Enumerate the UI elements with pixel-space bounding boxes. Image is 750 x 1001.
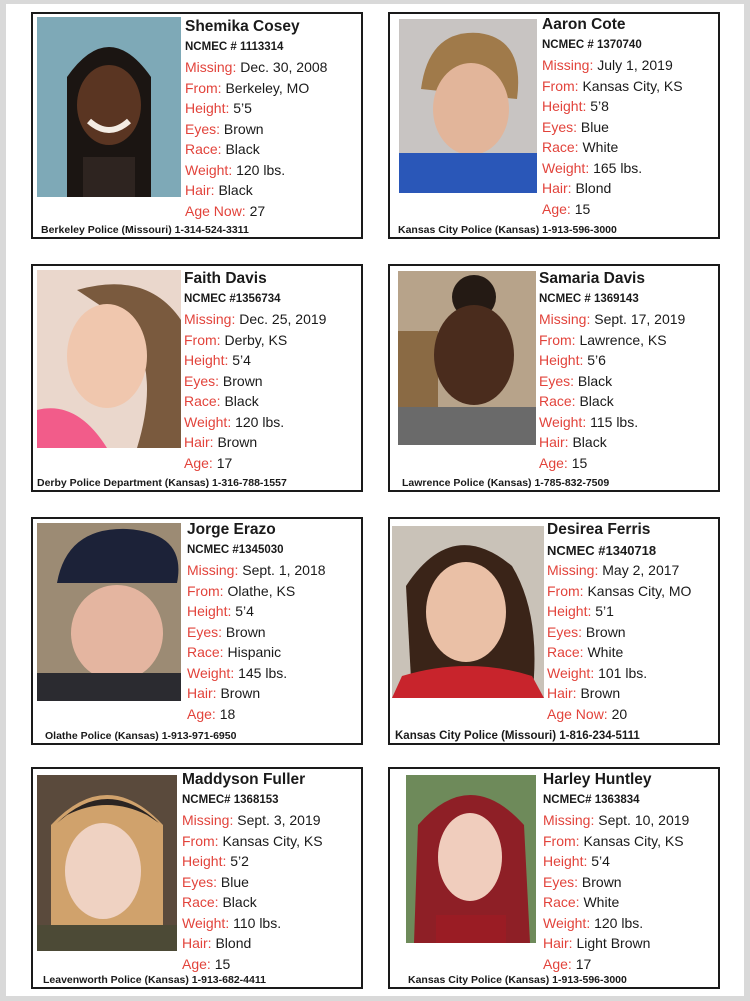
age-row: Age: 15 [539, 454, 588, 471]
race-row: Race: Black [184, 393, 259, 409]
person-photo [37, 17, 181, 197]
person-name: Jorge Erazo [187, 521, 276, 538]
race-row: Race: White [543, 894, 620, 910]
age-row: Age Now: 20 [547, 705, 628, 722]
age-row: Age Now: 27 [185, 202, 266, 219]
age-row: Age: 17 [543, 955, 592, 972]
person-photo [37, 523, 181, 701]
age-row: Age: 15 [182, 955, 231, 972]
age-row: Age: 15 [542, 200, 591, 217]
age-row: Age: 18 [187, 705, 236, 722]
person-name: Faith Davis [184, 270, 267, 287]
missing-row: Missing: Sept. 10, 2019 [543, 812, 690, 828]
race-row: Race: Black [185, 141, 260, 157]
missing-row: Missing: Dec. 25, 2019 [184, 311, 327, 327]
police-contact: Lawrence Police (Kansas) 1-785-832-7509 [402, 477, 610, 489]
poster-sheet [6, 4, 744, 996]
from-row: From: Lawrence, KS [539, 331, 667, 348]
height-row: Height: 5’4 [543, 853, 610, 869]
from-row: From: Berkeley, MO [185, 79, 310, 96]
missing-row: Missing: July 1, 2019 [542, 57, 673, 73]
eyes-row: Eyes: Brown [185, 120, 264, 137]
race-row: Race: Black [539, 393, 614, 409]
eyes-row: Eyes: Brown [184, 372, 263, 389]
eyes-row: Eyes: Brown [187, 623, 266, 640]
person-photo [398, 271, 536, 445]
person-photo [37, 775, 177, 951]
ncmec-number: NCMEC #1356734 [184, 293, 281, 305]
height-row: Height: 5’1 [547, 603, 614, 619]
police-contact: Derby Police Department (Kansas) 1-316-788-1557 [37, 477, 287, 489]
hair-row: Hair: Brown [187, 685, 261, 701]
hair-row: Hair: Blond [182, 935, 252, 951]
hair-row: Hair: Black [185, 182, 253, 198]
ncmec-number: NCMEC# 1368153 [182, 794, 279, 806]
missing-person-card [388, 12, 720, 239]
ncmec-number: NCMEC # 1370740 [542, 39, 642, 51]
race-row: Race: Black [182, 894, 257, 910]
ncmec-number: NCMEC #1340718 [547, 543, 657, 558]
eyes-row: Eyes: Brown [543, 873, 622, 890]
hair-row: Hair: Brown [184, 434, 258, 450]
person-photo [37, 270, 181, 448]
eyes-row: Eyes: Black [539, 372, 613, 389]
police-contact: Olathe Police (Kansas) 1-913-971-6950 [45, 730, 237, 742]
weight-row: Weight: 145 lbs. [187, 664, 288, 681]
ncmec-number: NCMEC # 1369143 [539, 293, 639, 305]
person-name: Shemika Cosey [185, 18, 300, 35]
hair-row: Hair: Black [539, 434, 607, 450]
height-row: Height: 5’5 [185, 100, 252, 116]
person-photo [406, 775, 536, 943]
race-row: Race: White [542, 139, 619, 155]
missing-person-card [31, 12, 363, 239]
hair-row: Hair: Brown [547, 685, 621, 701]
age-row: Age: 17 [184, 454, 233, 471]
height-row: Height: 5’6 [539, 352, 606, 368]
missing-person-card [388, 517, 720, 745]
from-row: From: Kansas City, MO [547, 582, 692, 599]
missing-row: Missing: Sept. 3, 2019 [182, 812, 321, 828]
eyes-row: Eyes: Brown [547, 623, 626, 640]
weight-row: Weight: 120 lbs. [543, 914, 644, 931]
race-row: Race: White [547, 644, 624, 660]
missing-person-card [31, 517, 363, 745]
person-name: Aaron Cote [542, 16, 626, 33]
height-row: Height: 5’2 [182, 853, 249, 869]
person-name: Harley Huntley [543, 771, 652, 788]
height-row: Height: 5’8 [542, 98, 609, 114]
person-name: Samaria Davis [539, 270, 645, 287]
person-name: Desirea Ferris [547, 521, 651, 538]
missing-row: Missing: Dec. 30, 2008 [185, 59, 328, 75]
from-row: From: Kansas City, KS [543, 832, 684, 849]
police-contact: Kansas City Police (Kansas) 1-913-596-3000 [398, 224, 617, 236]
from-row: From: Kansas City, KS [182, 832, 323, 849]
person-photo [399, 19, 537, 193]
missing-person-card [31, 264, 363, 492]
ncmec-number: NCMEC #1345030 [187, 544, 284, 556]
weight-row: Weight: 115 lbs. [539, 413, 639, 430]
from-row: From: Olathe, KS [187, 582, 296, 599]
missing-person-card [31, 767, 363, 989]
race-row: Race: Hispanic [187, 644, 282, 660]
missing-person-card [388, 264, 720, 492]
police-contact: Berkeley Police (Missouri) 1-314-524-3311 [41, 224, 249, 236]
from-row: From: Kansas City, KS [542, 77, 683, 94]
eyes-row: Eyes: Blue [182, 873, 249, 890]
missing-row: Missing: Sept. 17, 2019 [539, 311, 686, 327]
weight-row: Weight: 101 lbs. [547, 664, 648, 681]
height-row: Height: 5’4 [187, 603, 254, 619]
from-row: From: Derby, KS [184, 331, 288, 348]
ncmec-number: NCMEC # 1113314 [185, 41, 284, 53]
person-name: Maddyson Fuller [182, 771, 306, 788]
missing-row: Missing: Sept. 1, 2018 [187, 562, 326, 578]
weight-row: Weight: 120 lbs. [185, 161, 286, 178]
hair-row: Hair: Blond [542, 180, 612, 196]
height-row: Height: 5’4 [184, 352, 251, 368]
hair-row: Hair: Light Brown [543, 935, 651, 951]
missing-row: Missing: May 2, 2017 [547, 562, 680, 578]
police-contact: Kansas City Police (Kansas) 1-913-596-3000 [408, 974, 627, 986]
eyes-row: Eyes: Blue [542, 118, 609, 135]
weight-row: Weight: 110 lbs. [182, 914, 282, 931]
person-photo [392, 526, 544, 698]
weight-row: Weight: 165 lbs. [542, 159, 643, 176]
ncmec-number: NCMEC# 1363834 [543, 794, 640, 806]
police-contact: Kansas City Police (Missouri) 1-816-234-5111 [395, 730, 640, 742]
police-contact: Leavenworth Police (Kansas) 1-913-682-4411 [43, 974, 266, 986]
missing-person-card [388, 767, 720, 989]
weight-row: Weight: 120 lbs. [184, 413, 285, 430]
